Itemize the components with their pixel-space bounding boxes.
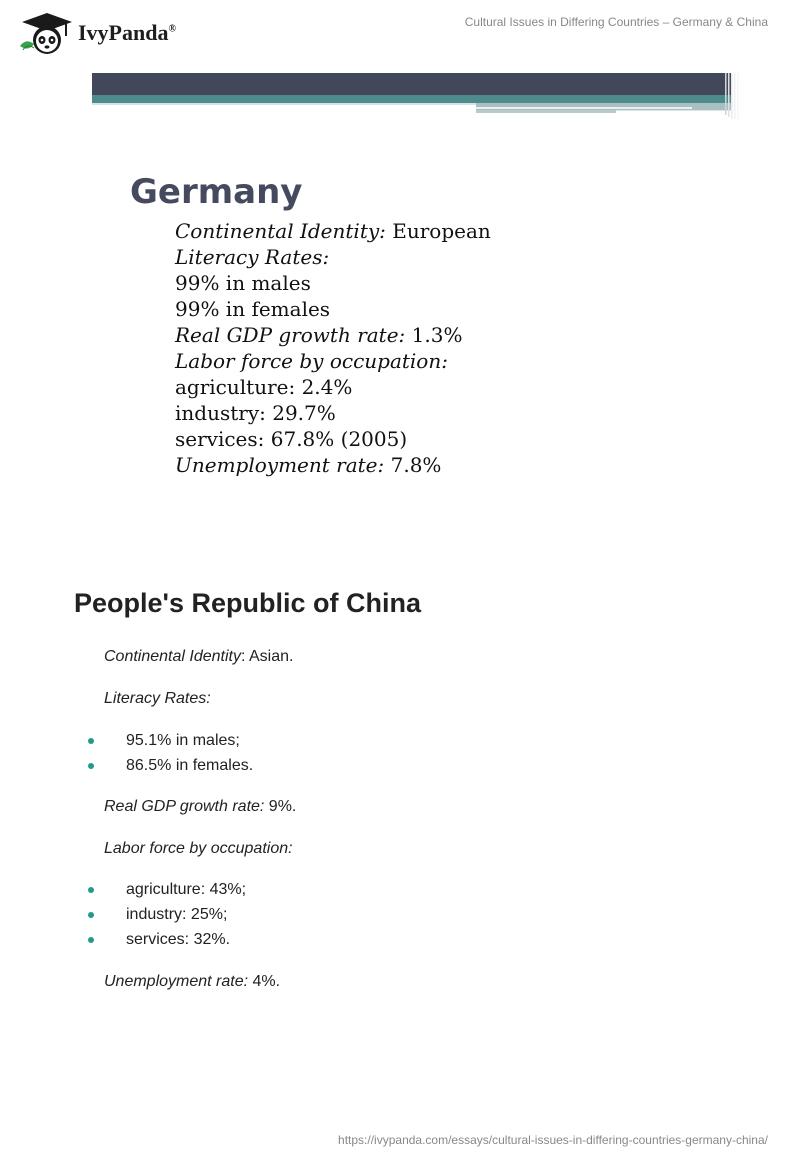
germany-heading: Germany	[130, 172, 303, 212]
china-labor-item: industry: 25%;	[126, 906, 228, 923]
source-url-link[interactable]: https://ivypanda.com/essays/cultural-issues-in-differing-countries-germany-china/	[338, 1133, 768, 1147]
china-unemployment: Unemployment rate: 4%.	[104, 973, 281, 990]
china-literacy-item: 95.1% in males;	[126, 732, 240, 749]
germany-labor-services: services: 67.8% (2005)	[175, 427, 408, 451]
china-continental-identity: Continental Identity: Asian.	[104, 648, 294, 665]
china-labor-item: agriculture: 43%;	[126, 881, 247, 898]
germany-unemployment: Unemployment rate: 7.8%	[175, 453, 442, 477]
brand-name: IvyPanda®	[78, 20, 176, 45]
germany-labor-industry: industry: 29.7%	[175, 401, 336, 425]
panda-graduate-icon	[16, 10, 74, 56]
germany-labor-agriculture: agriculture: 2.4%	[175, 375, 353, 399]
china-labor-label: Labor force by occupation:	[104, 840, 293, 857]
germany-literacy-females: 99% in females	[175, 297, 331, 321]
china-literacy-label: Literacy Rates:	[104, 690, 211, 707]
document-title: Cultural Issues in Differing Countries – Germany & China	[464, 15, 768, 29]
ivypanda-logo[interactable]	[16, 10, 176, 56]
slide-header-banner	[92, 73, 740, 119]
china-literacy-item: 86.5% in females.	[126, 757, 254, 774]
germany-labor-label: Labor force by occupation:	[175, 349, 448, 373]
germany-gdp-growth: Real GDP growth rate: 1.3%	[175, 323, 463, 347]
china-gdp-growth: Real GDP growth rate: 9%.	[104, 798, 297, 815]
germany-literacy-label: Literacy Rates:	[175, 245, 330, 269]
china-heading: People's Republic of China	[74, 588, 421, 618]
china-labor-item: services: 32%.	[126, 931, 231, 948]
germany-literacy-males: 99% in males	[175, 271, 311, 295]
germany-continental-identity: Continental Identity: European	[175, 219, 491, 243]
germany-facts	[175, 218, 491, 478]
